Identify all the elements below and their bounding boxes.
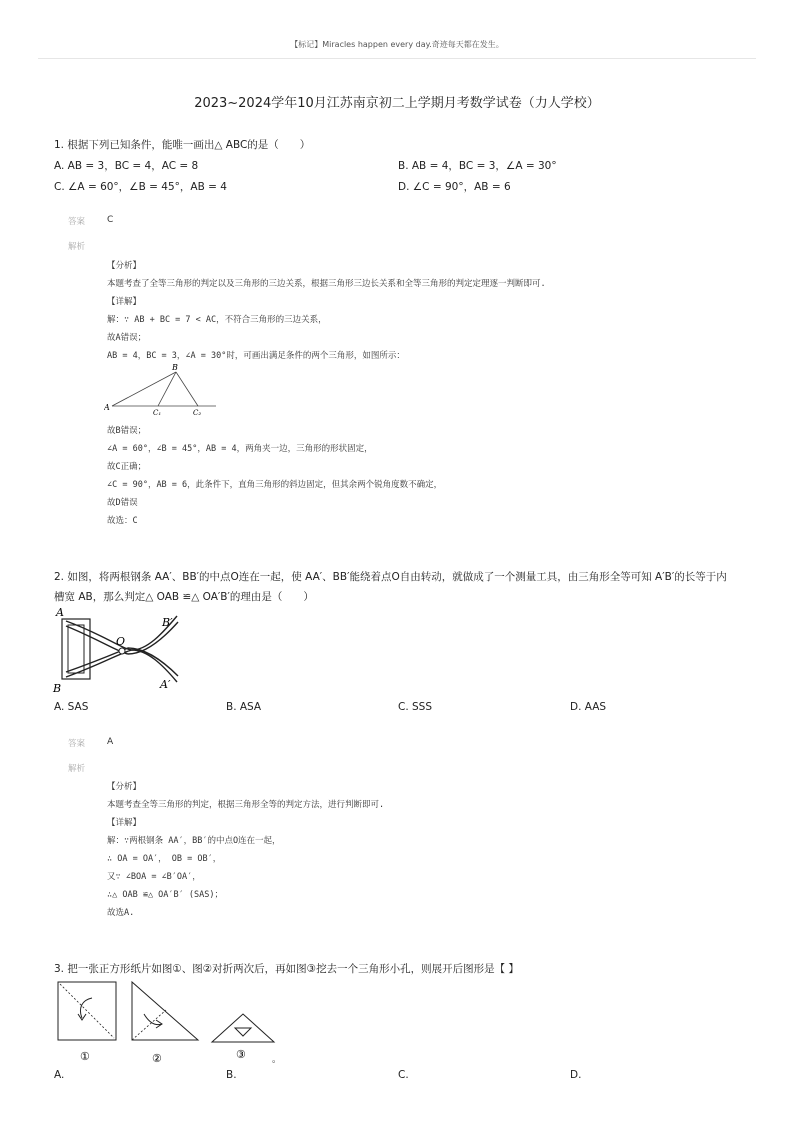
q1-sol-line: 故A错误； [107, 333, 147, 343]
q1-sol-line: 解：∵ AB + BC = 7 < AC，不符合三角形的三边关系， [107, 315, 327, 325]
q1-sol-line: 本题考查了全等三角形的判定以及三角形的三边关系，根据三角形三边长关系和全等三角形的判定定理逐一判断即可. [107, 279, 546, 289]
exam-title: 2023~2024学年10月江苏南京初二上学期月考数学试卷（力人学校） [194, 96, 600, 111]
q2-answer-value: A [107, 737, 114, 747]
fig1-label-c1: C₁ [153, 409, 162, 417]
q2-caliper-figure [52, 604, 188, 696]
fig1-label-c2: C₂ [193, 409, 202, 417]
q1-option-b[interactable]: B. AB = 4，BC = 3，∠A = 30° [398, 160, 557, 172]
page-header: 【标记】Miracles happen every day.奇迹每天都在发生。 [290, 40, 504, 49]
fig2-label-o: O [116, 635, 126, 648]
q2-option-a[interactable]: A. SAS [54, 701, 89, 713]
q2-answer-label: 答案 [68, 739, 86, 749]
fig3-label-2: ② [152, 1052, 162, 1065]
q2-sol-line: ∴△ OAB ≌△ OA′B′ (SAS)； [107, 890, 223, 900]
q1-answer-value: C [107, 215, 114, 225]
fig1-label-b: B [172, 363, 178, 372]
q1-option-a[interactable]: A. AB = 3，BC = 4，AC = 8 [54, 160, 199, 172]
q1-answer-label: 答案 [68, 217, 86, 227]
q1-triangle-figure [104, 362, 220, 418]
q1-stem: 1. 根据下列已知条件，能唯一画出△ ABC的是（ ） [54, 139, 311, 151]
q3-folding-figure [52, 978, 292, 1070]
q1-sol-line: 故选：C [107, 516, 138, 526]
q3-stem: 3. 把一张正方形纸片如图①、图②对折两次后，再如图③挖去一个三角形小孔，则展开后图形是【 】 [54, 963, 519, 975]
q1-sol-line: 故C正确； [107, 462, 147, 472]
q2-sol-line: 故选A. [107, 908, 135, 918]
q2-option-d[interactable]: D. AAS [570, 701, 607, 713]
q1-option-d[interactable]: D. ∠C = 90°，AB = 6 [398, 181, 511, 193]
q1-sol-line: AB = 4，BC = 3，∠A = 30°时，可画出满足条件的两个三角形，如图所示： [107, 351, 405, 361]
fig2-label-b-prime: B′ [162, 616, 173, 629]
q1-sol-line: 【分析】 [107, 261, 142, 271]
q2-sol-line: 【分析】 [107, 782, 142, 792]
fig3-label-3: ③ [236, 1048, 246, 1061]
fig1-label-a: A [104, 403, 110, 412]
q1-analysis-label: 解析 [68, 242, 86, 252]
q3-option-c[interactable]: C. [398, 1069, 409, 1081]
fig2-label-a: A [56, 606, 64, 619]
header-divider [38, 58, 756, 59]
q2-sol-line: 本题考查全等三角形的判定，根据三角形全等的判定方法，进行判断即可. [107, 800, 385, 810]
q2-option-c[interactable]: C. SSS [398, 701, 433, 713]
q1-sol-line: 故D错误 [107, 498, 138, 508]
q1-sol-line: 【详解】 [107, 297, 142, 307]
q2-option-b[interactable]: B. ASA [226, 701, 262, 713]
q1-sol-line: ∠A = 60°，∠B = 45°，AB = 4，两角夹一边，三角形的形状固定， [107, 444, 373, 454]
fig3-label-1: ① [80, 1050, 90, 1063]
q2-analysis-label: 解析 [68, 764, 86, 774]
q3-option-b[interactable]: B. [226, 1069, 237, 1081]
fig3-period: 。 [272, 1055, 282, 1065]
fig2-label-b: B [53, 682, 62, 695]
fig2-label-a-prime: A′ [160, 678, 171, 691]
q3-option-d[interactable]: D. [570, 1069, 582, 1081]
q2-sol-line: 又∵ ∠BOA = ∠B′OA′， [107, 872, 201, 882]
q2-stem-line1: 2. 如图，将两根钢条 AA′、BB′的中点O连在一起，使 AA′、BB′能绕着点O自由转动，就做成了一个测量工具，由三角形全等可知 A′B′的长等于内 [54, 571, 727, 583]
q2-sol-line: 解：∵两根钢条 AA′，BB′的中点O连在一起， [107, 836, 281, 846]
q2-stem-line2: 槽宽 AB，那么判定△ OAB ≌△ OA′B′的理由是（ ） [54, 591, 314, 603]
q2-sol-line: 【详解】 [107, 818, 142, 828]
q3-option-a[interactable]: A. [54, 1069, 65, 1081]
q1-sol-line: ∠C = 90°，AB = 6，此条件下，直角三角形的斜边固定，但其余两个锐角度数不确定， [107, 480, 443, 490]
q1-option-c[interactable]: C. ∠A = 60°，∠B = 45°，AB = 4 [54, 181, 227, 193]
q2-sol-line: ∴ OA = OA′， OB = OB′， [107, 854, 222, 864]
q1-sol-line: 故B错误； [107, 426, 147, 436]
